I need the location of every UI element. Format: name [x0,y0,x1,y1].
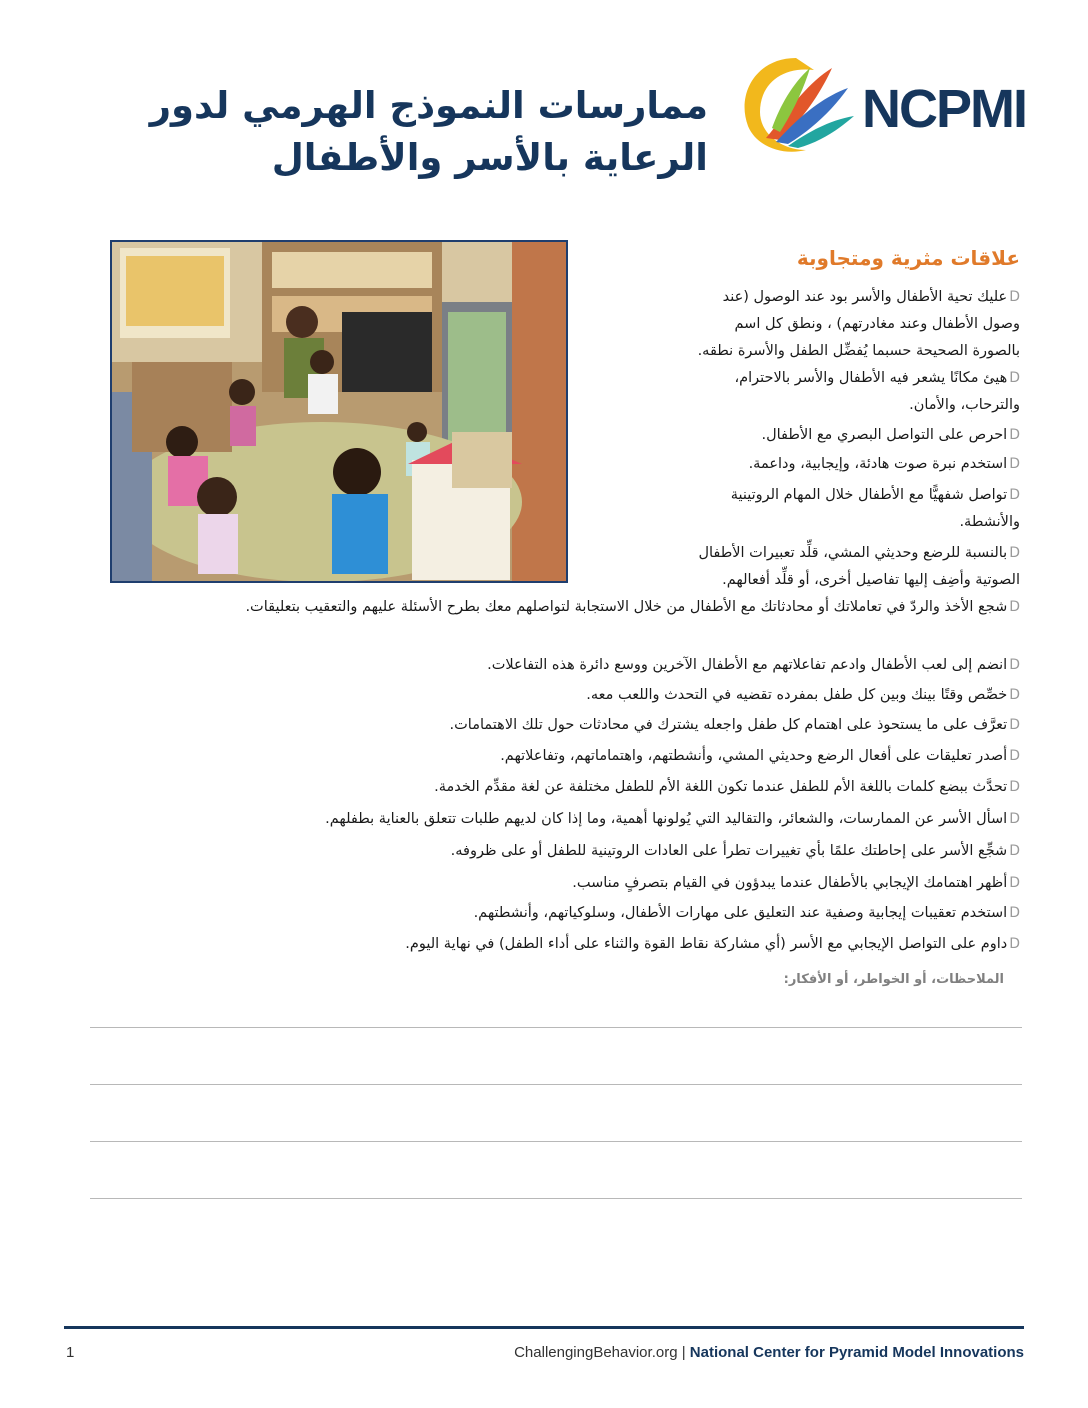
ncpmi-logo [736,54,1026,158]
practice-item [500,743,1020,770]
checkbox-icon[interactable]: D [1009,936,1020,952]
checkbox-icon[interactable]: D [1009,657,1020,673]
practice-text: الصوتية وأضِف إليها تفاصيل أخرى، أو قلِّد أفعالهم. [722,572,1020,588]
footer-org: National Center for Pyramid Model Innovations [689,1344,1024,1361]
note-line[interactable] [90,1141,1022,1142]
note-line[interactable] [90,1084,1022,1085]
practice-item [734,365,1020,419]
practice-text: انضم إلى لعب الأطفال وادعم تفاعلاتهم مع الأطفال الآخرين ووسع دائرة هذه التفاعلات. [487,657,1008,673]
practice-item [434,774,1020,801]
practice-text: تواصل شفهيًّا مع الأطفال خلال المهام الروتينية [730,487,1008,503]
checkbox-icon[interactable]: D [1009,370,1020,386]
practice-item [698,540,1020,594]
practice-text: خصِّص وقتًا بينك وبين كل طفل بمفرده تقضيه في التحدث واللعب معه. [586,687,1008,703]
checkbox-icon[interactable]: D [1009,748,1020,764]
practice-item [450,712,1020,739]
checkbox-icon[interactable]: D [1009,875,1020,891]
practice-text: احرص على التواصل البصري مع الأطفال. [761,427,1008,443]
practice-item [487,652,1020,679]
classroom-photo [110,240,568,583]
practice-text: داوم على التواصل الإيجابي مع الأسر (أي مشاركة نقاط القوة والثناء على أداء الطفل) في نهاية اليوم. [405,936,1008,952]
practice-text: أصدر تعليقات على أفعال الرضع وحديثي المشي، وأنشطتهم، واهتماماتهم، وتفاعلاتهم. [500,748,1008,764]
checkbox-icon[interactable]: D [1009,717,1020,733]
checkbox-icon[interactable]: D [1009,599,1020,615]
practice-text: تحدَّث ببضع كلمات باللغة الأم للطفل عندما تكون اللغة الأم للطفل مختلفة عن لغة مقدِّم الخدمة. [434,779,1008,795]
note-line[interactable] [90,1027,1022,1028]
practice-text: هيئ مكانًا يشعر فيه الأطفال والأسر بالاحترام، [734,370,1008,386]
footer-site: ChallengingBehavior.org | [514,1344,686,1361]
page-number: 1 [66,1344,75,1361]
practice-item [586,682,1020,709]
checkbox-icon[interactable]: D [1009,289,1020,305]
practice-item [762,422,1021,449]
practice-text: وصول الأطفال وعند مغادرتهم) ، ونطق كل اسم [734,316,1020,332]
practice-item [474,900,1020,927]
practice-text: استخدم نبرة صوت هادئة، وإيجابية، وداعمة. [748,456,1008,472]
practice-text: أظهر اهتمامك الإيجابي بالأطفال عندما يبدؤون في القيام بتصرفٍ مناسب. [572,875,1008,891]
practice-text: تعرَّف على ما يستحوذ على اهتمام كل طفل واجعله يشترك في محادثات حول تلك الاهتمامات. [449,717,1008,733]
practice-item [749,451,1020,478]
note-line[interactable] [90,1198,1022,1199]
checkbox-icon[interactable]: D [1009,687,1020,703]
title-line-2: الرعاية بالأسر والأطفال [271,136,708,179]
logo-text: NCPMI [862,79,1026,139]
checkbox-icon[interactable]: D [1009,487,1020,503]
checkbox-icon[interactable]: D [1009,456,1020,472]
practice-text: والترحاب، والأمان. [909,397,1020,413]
checkbox-icon[interactable]: D [1009,843,1020,859]
checkbox-icon[interactable]: D [1009,545,1020,561]
practice-text: بالنسبة للرضع وحديثي المشي، قلِّد تعبيرات الأطفال [698,545,1008,561]
practice-item [325,806,1020,833]
page-title [108,80,708,184]
title-line-1: ممارسات النموذج الهرمي لدور [149,84,708,127]
practice-text: شجِّع الأسر على إحاطتك علمًا بأي تغييرات تطرأ على العادات الروتينية للطفل أو على ظروفه. [450,843,1008,859]
practice-item [451,838,1020,865]
practice-item [731,482,1020,536]
practice-item [698,284,1020,365]
checkbox-icon[interactable]: D [1009,427,1020,443]
practice-item [245,594,1020,621]
ncpmi-swoosh-icon [736,54,856,158]
checkbox-icon[interactable]: D [1009,779,1020,795]
footer-divider [64,1326,1024,1329]
practice-text: والأنشطة. [959,514,1020,530]
section-heading: علاقات مثرية ومتجاوبة [796,246,1020,270]
notes-label: الملاحظات، أو الخواطر، أو الأفكار: [783,972,1004,987]
photo-icon [112,242,568,583]
practice-text: شجع الأخذ والردّ في تعاملاتك أو محادثاتك مع الأطفال من خلال الاستجابة لتواصلهم معك بطرح الأسئلة عليهم والتعقيب بتعليقات. [245,599,1008,615]
practice-text: عليك تحية الأطفال والأسر بود عند الوصول (عند [722,289,1008,305]
practice-text: اسأل الأسر عن الممارسات، والشعائر، والتقاليد التي يُولونها أهمية، وما إذا كان لديهم طلبات تتعلق بالعناية بطفلهم. [325,811,1008,827]
checkbox-icon[interactable]: D [1009,811,1020,827]
practice-item [405,931,1020,958]
practice-item [572,870,1020,897]
practice-text: استخدم تعقيبات إيجابية وصفية عند التعليق على مهارات الأطفال، وسلوكياتهم، وأنشطتهم. [473,905,1008,921]
footer-credit [514,1344,1024,1361]
checkbox-icon[interactable]: D [1009,905,1020,921]
practice-text: بالصورة الصحيحة حسبما يُفضِّل الطفل والأسرة نطقه. [697,343,1020,359]
